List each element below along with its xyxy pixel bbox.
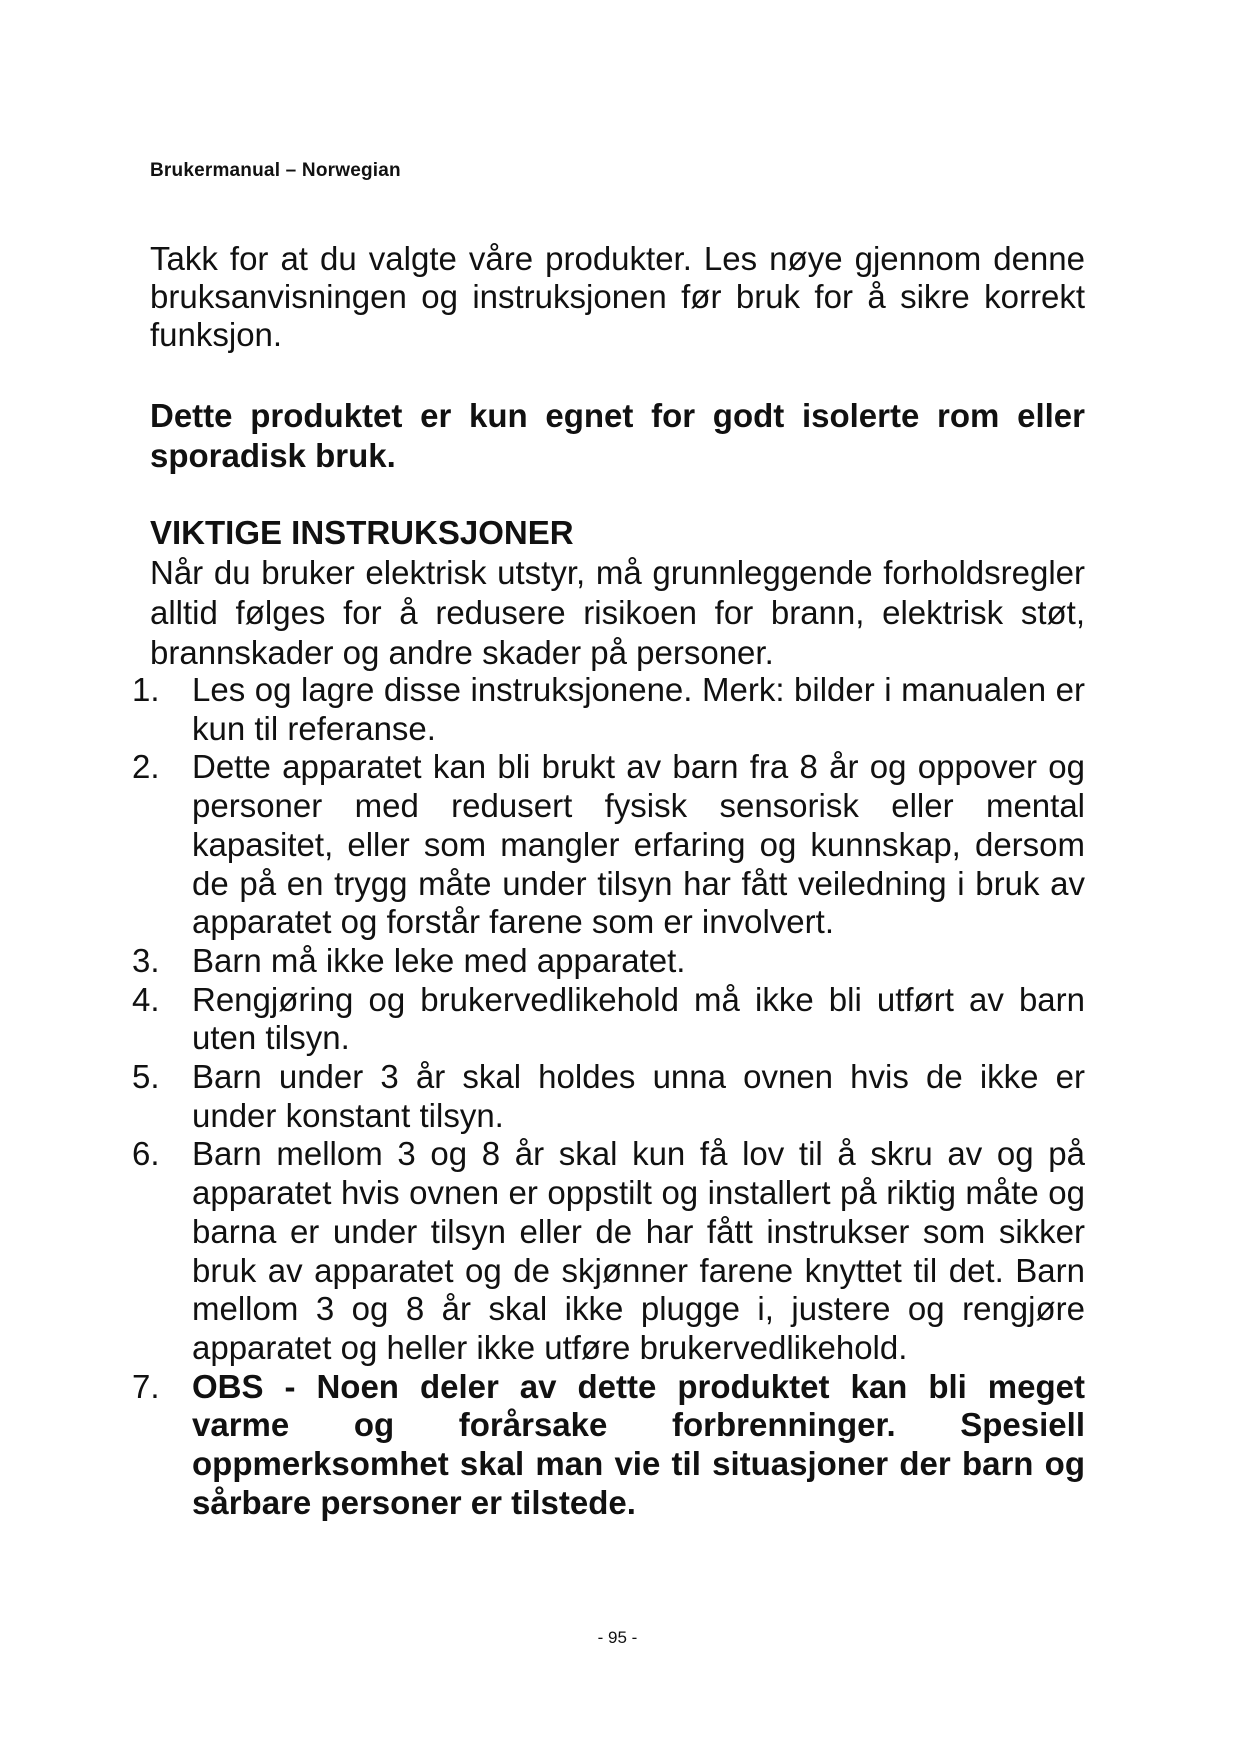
notice-paragraph: Dette produktet er kun egnet for godt isolerte rom eller sporadisk bruk. <box>150 397 1085 474</box>
instruction-text: Barn må ikke leke med apparatet. <box>192 941 686 979</box>
instruction-number: 4. <box>132 980 160 1018</box>
intro-paragraph: Takk for at du valgte våre produkter. Les nøye gjennom denne bruksanvisningen og instruksjonen før bruk for å sikre korrekt funksjon. <box>150 240 1085 353</box>
instruction-text: Barn mellom 3 og 8 år skal kun få lov til å skru av og på apparatet hvis ovnen er oppstilt og installert på riktig måte og barna er under tilsyn eller de har fått instrukser som sikker bruk av apparatet og de skjønner farene knyttet til det. Barn mellom 3 og 8 år skal ikke plugge i, justere og rengjøre apparatet og heller ikke utføre brukervedlikehold. <box>192 1135 1085 1366</box>
instruction-item-7 <box>132 1367 1085 1523</box>
instruction-number: 5. <box>132 1058 160 1096</box>
section-intro: Når du bruker elektrisk utstyr, må grunnleggende forholdsregler alltid følges for å redusere risikoen for brann, elektrisk støt, brannskader og andre skader på personer. <box>150 554 1085 671</box>
instruction-item-5 <box>132 1058 1085 1135</box>
manual-page <box>132 0 1085 1754</box>
instruction-list <box>132 671 1085 1522</box>
instruction-number: 7. <box>132 1367 160 1405</box>
instruction-number: 2. <box>132 748 160 786</box>
instruction-number: 1. <box>132 671 160 708</box>
page-number: - 95 - <box>597 1628 638 1647</box>
instruction-number: 3. <box>132 941 160 979</box>
instruction-item-3 <box>132 941 1085 981</box>
instruction-number: 6. <box>132 1135 160 1173</box>
instruction-item-2 <box>132 748 1085 942</box>
instruction-item-6 <box>132 1135 1085 1367</box>
section-title: VIKTIGE INSTRUKSJONER <box>150 514 574 551</box>
instruction-text: Rengjøring og brukervedlikehold må ikke bli utført av barn uten tilsyn. <box>192 980 1085 1057</box>
instruction-item-1 <box>132 671 1085 748</box>
document-header: Brukermanual – Norwegian <box>150 160 401 181</box>
instruction-text-warning: OBS - Noen deler av dette produktet kan bli meget varme og forårsake forbrenninger. Spesiell oppmerksomhet skal man vie til situasjoner der barn og sårbare personer er tilstede. <box>192 1367 1085 1521</box>
instruction-text: Barn under 3 år skal holdes unna ovnen hvis de ikke er under konstant tilsyn. <box>192 1058 1085 1134</box>
instruction-item-4 <box>132 980 1085 1058</box>
instruction-text: Dette apparatet kan bli brukt av barn fra 8 år og oppover og personer med redusert fysisk sensorisk eller mental kapasitet, eller som mangler erfaring og kunnskap, dersom de på en trygg måte under tilsyn har fått veiledning i bruk av apparatet og forstår farene som er involvert. <box>192 748 1085 941</box>
instruction-text: Les og lagre disse instruksjonene. Merk: bilder i manualen er kun til referanse. <box>192 671 1085 747</box>
